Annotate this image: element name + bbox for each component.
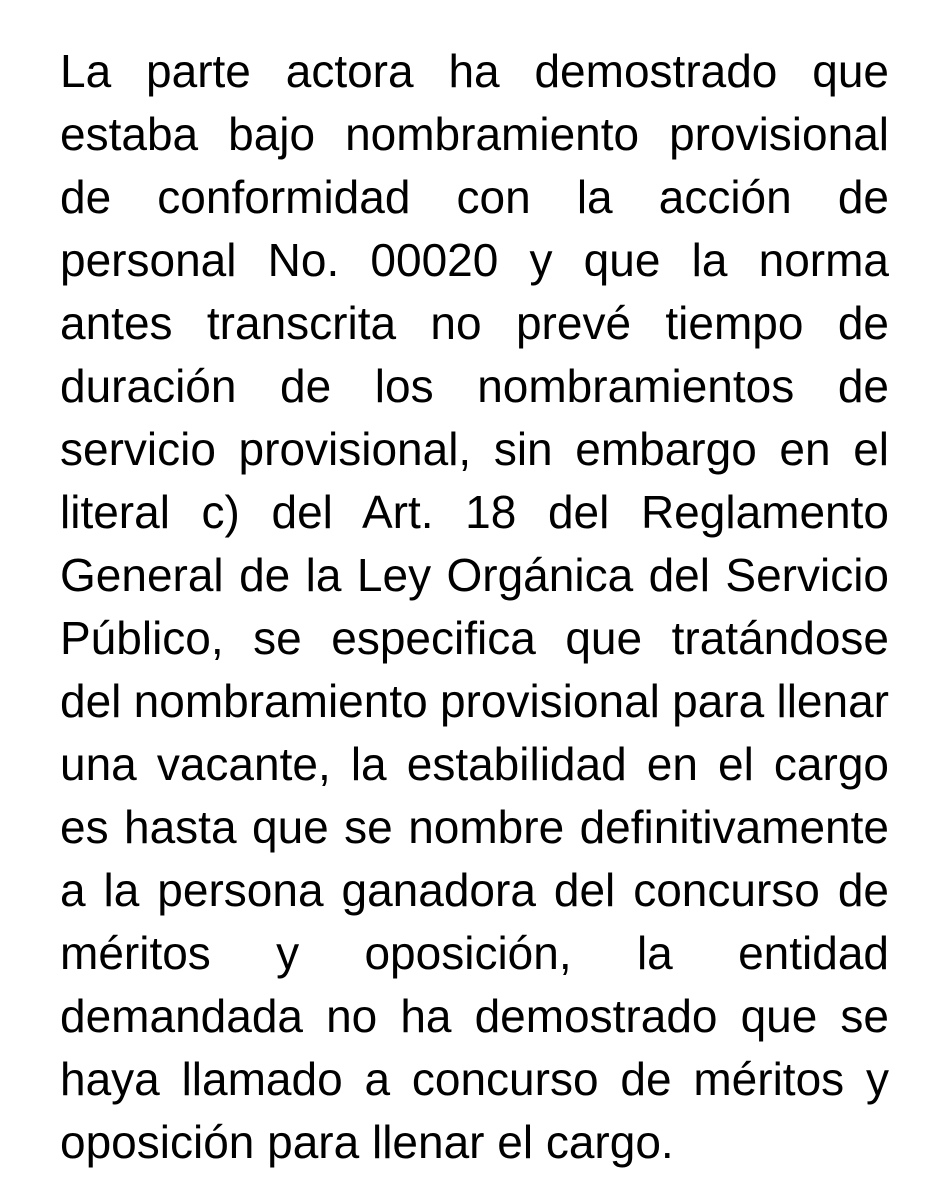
paragraph-line: servicio provisional, sin embargo en el bbox=[60, 423, 889, 475]
paragraph-line: méritos y oposición, la entidad bbox=[60, 927, 889, 979]
paragraph bbox=[60, 40, 889, 1174]
paragraph-line: es hasta que se nombre definitivamente bbox=[60, 801, 889, 853]
paragraph-line: haya llamado a concurso de méritos y bbox=[60, 1053, 889, 1105]
paragraph-line: Público, se especifica que tratándose bbox=[60, 612, 889, 664]
paragraph-line: estaba bajo nombramiento provisional bbox=[60, 108, 889, 160]
paragraph-line: General de la Ley Orgánica del Servicio bbox=[60, 549, 889, 601]
paragraph-line: una vacante, la estabilidad en el cargo bbox=[60, 738, 889, 790]
paragraph-line: del nombramiento provisional para llenar bbox=[60, 675, 889, 727]
paragraph-line: La parte actora ha demostrado que bbox=[60, 45, 889, 97]
paragraph-line: a la persona ganadora del concurso de bbox=[60, 864, 889, 916]
paragraph-line: de conformidad con la acción de bbox=[60, 171, 889, 223]
paragraph-line: personal No. 00020 y que la norma bbox=[60, 234, 889, 286]
paragraph-line: oposición para llenar el cargo. bbox=[60, 1116, 674, 1168]
paragraph-line: antes transcrita no prevé tiempo de bbox=[60, 297, 889, 349]
paragraph-line: literal c) del Art. 18 del Reglamento bbox=[60, 486, 889, 538]
paragraph-line: demandada no ha demostrado que se bbox=[60, 990, 889, 1042]
paragraph-line: duración de los nombramientos de bbox=[60, 360, 889, 412]
